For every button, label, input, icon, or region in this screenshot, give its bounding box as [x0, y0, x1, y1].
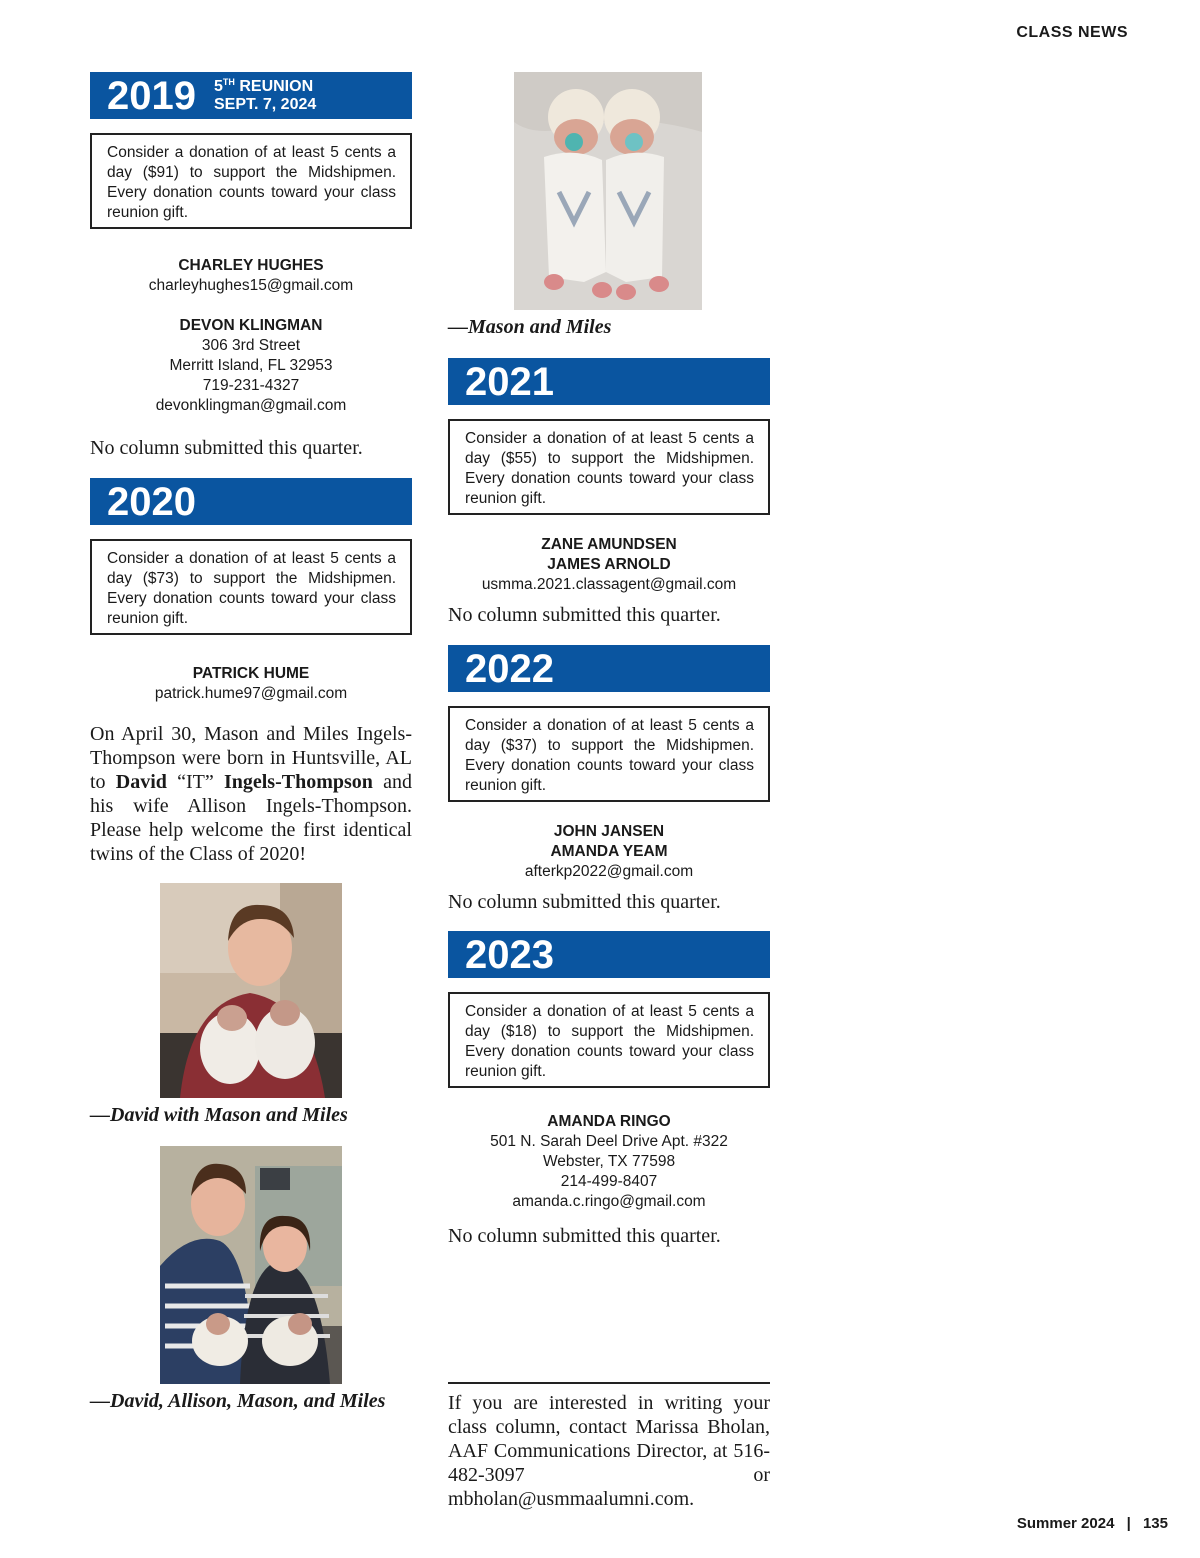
agent-phone: 719-231-4327	[202, 377, 300, 394]
photo-caption-2: —David, Allison, Mason, and Miles	[90, 1390, 386, 1412]
agent-email: charleyhughes15@gmail.com	[148, 277, 354, 294]
agent-name: AMANDA RINGO	[547, 1113, 671, 1130]
no-column-note-2019: No column submitted this quarter.	[90, 437, 363, 459]
class-agent-2019-b	[90, 316, 412, 416]
donation-box-2021: Consider a donation of at least 5 cents a day ($55) to support the Midshipmen. Every donation counts toward your class reunion gift.	[448, 419, 770, 515]
reunion-number: 5	[213, 77, 223, 95]
divider	[448, 1382, 770, 1384]
class-year: 2023	[465, 932, 554, 977]
agent-name: DEVON KLINGMAN	[179, 317, 323, 334]
bold-name: David	[115, 771, 167, 793]
issue-label: Summer 2024	[1016, 1515, 1115, 1532]
agent-email: amanda.c.ringo@gmail.com	[512, 1193, 706, 1210]
class-year: 2019	[107, 73, 196, 118]
class-2022-banner	[448, 645, 770, 692]
footer-separator: |	[1126, 1515, 1131, 1532]
class-2021-banner	[448, 358, 770, 405]
agent-street: 306 3rd Street	[201, 337, 301, 354]
class-agent-2023	[448, 1112, 770, 1212]
photo-caption-1: —David with Mason and Miles	[90, 1104, 348, 1126]
photo-illustration	[514, 72, 702, 310]
photo-david-with-twins	[160, 883, 342, 1098]
page-number: 135	[1142, 1515, 1168, 1532]
class-2023-banner	[448, 931, 770, 978]
agent-email: usmma.2021.classagent@gmail.com	[481, 576, 737, 593]
contact-note: If you are interested in writing your class column, contact Marissa Bholan, AAF Communications Director, at 516-482-3097 or mbholan@usmmaalumni.com.	[448, 1392, 770, 1510]
reunion-word: REUNION	[239, 77, 314, 95]
class-2020-banner	[90, 478, 412, 525]
reunion-ordinal: TH	[222, 76, 235, 87]
bold-name: Ingels-Thompson	[223, 771, 373, 793]
donation-box-2023: Consider a donation of at least 5 cents a day ($18) to support the Midshipmen. Every donation counts toward your class reunion gift.	[448, 992, 770, 1088]
photo-illustration	[160, 1146, 342, 1384]
agent-phone: 214-499-8407	[560, 1173, 658, 1190]
donation-box-2019: Consider a donation of at least 5 cents a day ($91) to support the Midshipmen. Every donation counts toward your class reunion gift.	[90, 133, 412, 229]
section-label: CLASS NEWS	[1016, 24, 1128, 41]
agent-name: JAMES ARNOLD	[547, 556, 671, 573]
column-text: On April 30, Mason and Miles Ingels-Thompson were born in Huntsville, AL to	[90, 723, 412, 793]
column-text: “IT”	[166, 771, 224, 793]
class-agents-2022	[448, 822, 770, 882]
agent-name: ZANE AMUNDSEN	[541, 536, 677, 553]
agent-name: PATRICK HUME	[192, 665, 310, 682]
agent-name: JOHN JANSEN	[553, 823, 665, 840]
class-year: 2021	[465, 359, 554, 404]
photo-illustration	[160, 883, 342, 1098]
agent-email: devonklingman@gmail.com	[155, 397, 347, 414]
page-footer	[1017, 1515, 1168, 1532]
donation-box-2020: Consider a donation of at least 5 cents a day ($73) to support the Midshipmen. Every donation counts toward your class reunion gift.	[90, 539, 412, 635]
agent-name: AMANDA YEAM	[550, 843, 668, 860]
agent-email: afterkp2022@gmail.com	[524, 863, 694, 880]
photo-caption-3: —Mason and Miles	[448, 316, 612, 338]
reunion-date: SEPT. 7, 2024	[213, 95, 317, 113]
class-agents-2021	[448, 535, 770, 595]
class-year: 2020	[107, 479, 196, 524]
class-2020-column	[90, 722, 412, 866]
agent-street: 501 N. Sarah Deel Drive Apt. #322	[490, 1133, 728, 1150]
no-column-note-2021: No column submitted this quarter.	[448, 604, 721, 626]
class-year: 2022	[465, 646, 554, 691]
class-agent-2020	[90, 664, 412, 704]
column-text: and his wife Allison Ingels-Thompson. Please help welcome the first identical twins of the Class of 2020!	[90, 771, 412, 865]
agent-city: Webster, TX 77598	[542, 1153, 676, 1170]
no-column-note-2023: No column submitted this quarter.	[448, 1225, 721, 1247]
photo-twins	[514, 72, 702, 310]
class-agent-2019-a	[90, 256, 412, 296]
donation-box-2022: Consider a donation of at least 5 cents a day ($37) to support the Midshipmen. Every donation counts toward your class reunion gift.	[448, 706, 770, 802]
reunion-info	[214, 78, 316, 114]
agent-city: Merritt Island, FL 32953	[169, 357, 333, 374]
no-column-note-2022: No column submitted this quarter.	[448, 891, 721, 913]
photo-family	[160, 1146, 342, 1384]
agent-name: CHARLEY HUGHES	[178, 257, 324, 274]
class-2019-banner	[90, 72, 412, 119]
agent-email: patrick.hume97@gmail.com	[154, 685, 348, 702]
